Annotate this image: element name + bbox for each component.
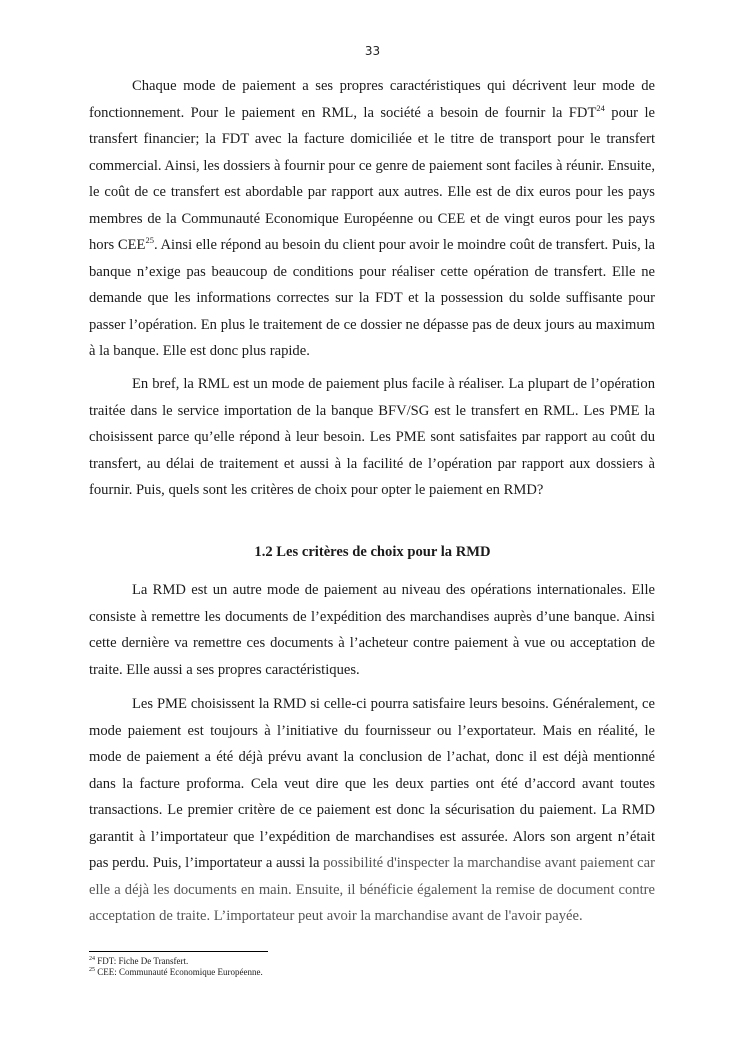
paragraph-rml-characteristics (89, 73, 655, 365)
paragraph-text: La RMD est un autre mode de paiement au niveau des opérations internationales. Elle consiste à remettre les documents de l’expédition des marchandises auprès d’une banque. Ainsi cette dernière va remettre ces documents à l’acheteur contre paiement à vue ou acceptation de traite. Elle aussi a ses propres caractéristiques. (89, 582, 655, 678)
footnote-text: FDT: Fiche De Transfert. (95, 956, 189, 966)
footnotes (89, 956, 655, 978)
footnote-separator (89, 951, 268, 952)
paragraph-text: pour le transfert financier; la FDT avec la facture domiciliée et le titre de transport pour le transfert commercial. Ainsi, les dossiers à fournir pour ce genre de paiement sont faciles à réunir. Ensuite, le coût de ce transfert est abordable par rapport aux autres. Elle est de dix euros pour les pays membres de la Communauté Economique Européenne ou CEE et de vingt euros pour les pays hors CEE (89, 104, 655, 253)
paragraph-text: En bref, la RML est un mode de paiement plus facile à réaliser. La plupart de l’opération traitée dans le service importation de la banque BFV/SG est le transfert en RML. Les PME la choisissent parce qu’elle répond à leur besoin. Les PME sont satisfaites par rapport au coût du transfert, au délai de traitement et aussi à la facilité de l’opération par rapport aux dossiers à fournir. Puis, quels sont les critères de choix pour opter le paiement en RMD? (89, 376, 655, 498)
footnote-ref-24: 24 (596, 102, 605, 113)
paragraph-rml-summary (89, 371, 655, 504)
page-number: 33 (364, 44, 381, 58)
paragraph-rmd-criteria (89, 691, 655, 930)
paragraph-text: Les PME choisissent la RMD si celle-ci pourra satisfaire leurs besoins. Généralement, ce mode paiement est toujours à l’initiative du fournisseur ou l’exportateur. Mais en réalité, le mode de paiement a été déjà prévu avant la conclusion de l’achat, donc il est déjà mentionné dans la facture proforma. Cela veut dire que les deux parties ont été d’accord avant toutes transactions. Le premier critère de ce paiement est donc la sécurisation du paiement. La RMD garantit à l’importateur que l’expédition de marchandises est assurée. Alors son argent n’était pas perdu. Puis, l’importateur a aussi la (89, 696, 655, 871)
section-heading: 1.2 Les critères de choix pour la RMD (254, 544, 491, 560)
paragraph-text: . Ainsi elle répond au besoin du client pour avoir le moindre coût de transfert. Puis, la banque n’exige pas beaucoup de conditions pour réaliser cette opération de transfert. Elle ne demande que les informations correctes sur la FDT et la possession du solde suffisante pour passer l’opération. En plus le traitement de ce dossier ne dépasse pas de deux jours au maximum à la banque. Elle est donc plus rapide. (89, 237, 655, 359)
footnote-number: 25 (89, 967, 95, 973)
paragraph-text: Chaque mode de paiement a ses propres caractéristiques qui décrivent leur mode de fonctionnement. Pour le paiement en RML, la société a besoin de fournir la FDT (89, 78, 655, 121)
footnote-text: CEE: Communauté Economique Européenne. (95, 967, 263, 977)
paragraph-text-grey: possibilité d'inspecter la marchandise avant paiement car elle a déjà les documents en main. Ensuite, il bénéficie également la remise de document contre acceptation de traite. L’importateur peut avoir la marchandise avant de l'avoir payée. (89, 855, 655, 924)
paragraph-rmd-definition (89, 577, 655, 683)
footnote-ref-25: 25 (145, 235, 154, 246)
footnote-number: 24 (89, 956, 95, 962)
footnote-24 (89, 956, 655, 967)
footnote-25 (89, 967, 655, 978)
